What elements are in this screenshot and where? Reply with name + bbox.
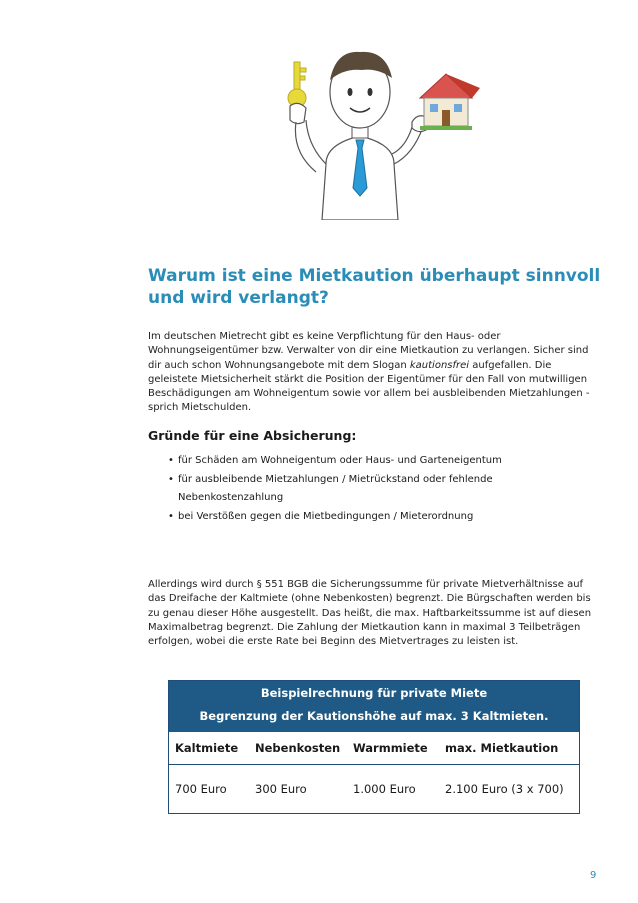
reasons-heading: Gründe für eine Absicherung: bbox=[148, 428, 357, 443]
cell-kaltmiete: 700 Euro bbox=[175, 782, 227, 796]
businessman-with-key-and-house-icon bbox=[270, 40, 490, 220]
cell-warmmiete: 1.000 Euro bbox=[353, 782, 416, 796]
heading-line-2: und wird verlangt? bbox=[148, 288, 329, 308]
intro-text-after: aufgefallen. Die geleistete Mietsicherheit stärkt die Position der Eigentümer für den Fall von mutwilligen Beschädigungen am Wohneigentum sowie vor allem bei ausbleibenden Mietzahlungen - sprich Mietschulden. bbox=[148, 359, 590, 414]
table-header bbox=[169, 681, 579, 732]
table-title: Beispielrechnung für private Miete bbox=[260, 686, 488, 700]
list-item-text: bei Verstößen gegen die Mietbedingungen / Mieterordnung bbox=[178, 510, 474, 522]
column-header-nebenkosten: Nebenkosten bbox=[255, 741, 341, 755]
reasons-list bbox=[148, 452, 608, 526]
list-item-text: für Schäden am Wohneigentum oder Haus- und Garteneigentum bbox=[178, 455, 502, 466]
table-column-headers bbox=[169, 732, 579, 765]
bullet-icon: • bbox=[168, 473, 174, 485]
bullet-icon: • bbox=[168, 455, 174, 466]
example-calculation-table bbox=[168, 680, 580, 814]
intro-text-before: Im deutschen Mietrecht gibt es keine Verpflichtung für den Haus- oder Wohnungseigentümer bzw. Verwalter von dir eine Mietkaution zu verlangen. Sicher sind dir auch schon Wohnungsangebote mit dem Slogan bbox=[148, 331, 589, 371]
table-subtitle: Begrenzung der Kautionshöhe auf max. 3 Kaltmieten. bbox=[199, 709, 549, 723]
heading-line-1: Warum ist eine Mietkaution überhaupt sinnvoll bbox=[148, 266, 601, 286]
list-item bbox=[148, 508, 608, 527]
page-number: 9 bbox=[590, 870, 597, 881]
bullet-icon: • bbox=[168, 510, 174, 522]
cell-nebenkosten: 300 Euro bbox=[255, 782, 307, 796]
cell-max-mietkaution: 2.100 Euro (3 x 700) bbox=[445, 782, 564, 796]
list-item-text-continued: Nebenkostenzahlung bbox=[178, 492, 284, 503]
list-item bbox=[148, 471, 608, 508]
table-row bbox=[169, 765, 579, 813]
column-header-kaltmiete: Kaltmiete bbox=[175, 741, 239, 755]
list-item bbox=[148, 452, 608, 471]
legal-paragraph: Allerdings wird durch § 551 BGB die Sicherungssumme für private Mietverhältnisse auf das Dreifache der Kaltmiete (ohne Nebenkosten) begrenzt. Die Bürgschaften werden bis zu genau dieser Höhe ausgestellt. Das heißt, die max. Haftbarkeitssumme ist auf diesen Maximalbetrag begrenzt. Die Zahlung der Mietkaution kann in maximal 3 Teilbeträgen erfolgen, wobei die erste Rate bei Beginn des Mietvertrages zu leisten ist. bbox=[148, 579, 592, 648]
intro-paragraph bbox=[148, 330, 603, 416]
column-header-max-mietkaution: max. Mietkaution bbox=[445, 741, 559, 755]
list-item-text: für ausbleibende Mietzahlungen / Mietrückstand oder fehlende bbox=[178, 473, 493, 485]
intro-emphasis: kautionsfrei bbox=[409, 359, 470, 371]
column-header-warmmiete: Warmmiete bbox=[353, 741, 428, 755]
page-heading bbox=[148, 265, 608, 309]
